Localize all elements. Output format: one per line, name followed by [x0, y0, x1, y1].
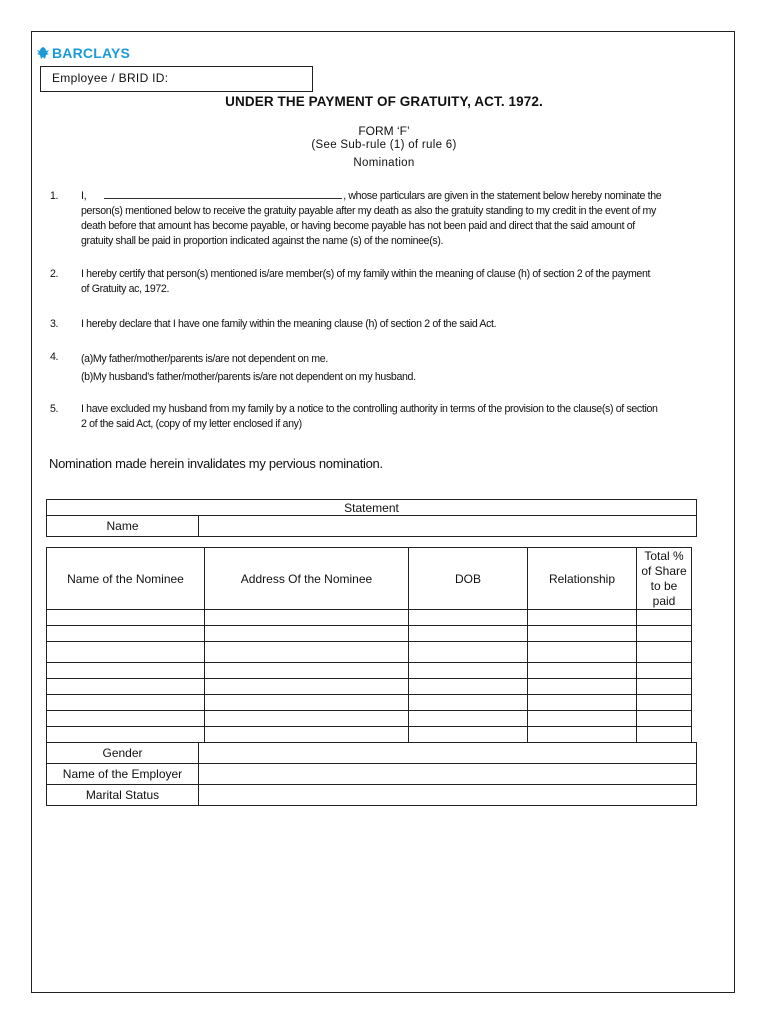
table-row: [47, 663, 692, 679]
nominee-name-cell[interactable]: [47, 663, 205, 679]
nominee-share-cell[interactable]: [637, 626, 692, 642]
clause-line: I hereby declare that I have one family within the meaning clause (h) of section 2 of the said Act.: [81, 318, 497, 330]
nominee-address-cell[interactable]: [205, 679, 409, 695]
clause-line: 2 of the said Act, (copy of my letter enclosed if any): [81, 418, 302, 430]
employer-field[interactable]: [199, 764, 697, 785]
clause-line: (b)My husband’s father/mother/parents is/are not dependent on my husband.: [81, 371, 416, 383]
marital-status-label: Marital Status: [47, 785, 199, 806]
clause-5: [50, 402, 720, 432]
nominee-dob-cell[interactable]: [409, 679, 528, 695]
brid-label: Employee / BRID ID:: [52, 71, 169, 85]
nominee-dob-cell[interactable]: [409, 695, 528, 711]
clause-line: gratuity shall be paid in proportion indicated against the name (s) of the nominee(s).: [81, 235, 444, 247]
employee-brid-field[interactable]: [40, 66, 313, 92]
nominee-dob-cell[interactable]: [409, 711, 528, 727]
nominee-relationship-cell[interactable]: [528, 711, 637, 727]
nominee-table: [46, 547, 692, 743]
invalidation-note: Nomination made herein invalidates my pervious nomination.: [49, 456, 383, 471]
clause-line: person(s) mentioned below to receive the gratuity payable after my death as also the gratuity standing to my credit in the event of my: [81, 205, 656, 217]
nominee-name-cell[interactable]: [47, 711, 205, 727]
nominee-name-cell[interactable]: [47, 626, 205, 642]
nominee-dob-cell[interactable]: [409, 663, 528, 679]
name-field[interactable]: [199, 516, 697, 537]
clause-2: [50, 267, 720, 297]
nominee-share-cell[interactable]: [637, 642, 692, 663]
nominee-relationship-cell[interactable]: [528, 642, 637, 663]
nominee-name-cell[interactable]: [47, 727, 205, 743]
eagle-icon: [36, 46, 50, 61]
nominee-address-cell[interactable]: [205, 610, 409, 626]
employer-label: Name of the Employer: [47, 764, 199, 785]
clause-number: 4.: [50, 351, 59, 363]
nominee-dob-cell[interactable]: [409, 626, 528, 642]
barclays-logo: [36, 45, 130, 61]
nominee-address-cell[interactable]: [205, 642, 409, 663]
gender-label: Gender: [47, 743, 199, 764]
table-row: [47, 695, 692, 711]
nominee-address-cell[interactable]: [205, 695, 409, 711]
clause-prefix: I,: [81, 190, 87, 202]
table-row: [47, 610, 692, 626]
table-row: [47, 642, 692, 663]
nominee-dob-cell[interactable]: [409, 642, 528, 663]
nominee-relationship-cell[interactable]: [528, 663, 637, 679]
nominee-dob-cell[interactable]: [409, 610, 528, 626]
statement-heading: Statement: [47, 500, 697, 516]
nominee-share-cell[interactable]: [637, 711, 692, 727]
nominee-share-cell[interactable]: [637, 727, 692, 743]
nominee-share-cell[interactable]: [637, 695, 692, 711]
nominee-relationship-cell[interactable]: [528, 610, 637, 626]
nominee-name-cell[interactable]: [47, 679, 205, 695]
clause-line: , whose particulars are given in the statement below hereby nominate the: [343, 190, 662, 202]
nominee-share-cell[interactable]: [637, 663, 692, 679]
nominee-name-cell[interactable]: [47, 695, 205, 711]
nominee-relationship-cell[interactable]: [528, 679, 637, 695]
clause-line: I have excluded my husband from my family by a notice to the controlling authority in terms of the provision to the clause(s) of section: [81, 403, 658, 415]
clause-line: of Gratuity ac, 1972.: [81, 283, 170, 295]
nominee-share-cell[interactable]: [637, 610, 692, 626]
gender-field[interactable]: [199, 743, 697, 764]
column-header: Address Of the Nominee: [205, 548, 409, 610]
form-label: FORM ‘F’: [358, 124, 410, 138]
column-header: Relationship: [528, 548, 637, 610]
table-row: [47, 727, 692, 743]
column-header: Name of the Nominee: [47, 548, 205, 610]
nominee-address-cell[interactable]: [205, 663, 409, 679]
nominee-address-cell[interactable]: [205, 727, 409, 743]
nominee-relationship-cell[interactable]: [528, 695, 637, 711]
nomination-heading: Nomination: [353, 157, 415, 169]
table-row: [47, 711, 692, 727]
form-title: UNDER THE PAYMENT OF GRATUITY, ACT. 1972.: [225, 94, 543, 109]
nominee-share-cell[interactable]: [637, 679, 692, 695]
clause-4: [50, 350, 720, 386]
personal-details-table: [46, 742, 697, 806]
clause-line: (a)My father/mother/parents is/are not dependent on me.: [81, 353, 328, 365]
nominee-relationship-cell[interactable]: [528, 626, 637, 642]
clause-3: [50, 317, 720, 332]
clause-line: death before that amount has become payable, or having become payable has not been paid and direct that the said amount of: [81, 220, 635, 232]
clause-1: [50, 189, 720, 249]
nominee-name-cell[interactable]: [47, 610, 205, 626]
table-row: [47, 679, 692, 695]
clause-number: 1.: [50, 190, 59, 202]
nominee-address-cell[interactable]: [205, 626, 409, 642]
column-header: Total % of Share to be paid: [637, 548, 692, 610]
clause-line: I hereby certify that person(s) mentioned is/are member(s) of my family within the meaning of clause (h) of section 2 of the payment: [81, 268, 651, 280]
nominee-name-cell[interactable]: [47, 642, 205, 663]
nominee-relationship-cell[interactable]: [528, 727, 637, 743]
logo-text: BARCLAYS: [52, 45, 131, 61]
clause-number: 2.: [50, 268, 59, 280]
nominator-name-blank[interactable]: [104, 189, 342, 199]
clause-number: 5.: [50, 403, 59, 415]
marital-status-field[interactable]: [199, 785, 697, 806]
name-label: Name: [47, 516, 199, 537]
nominee-dob-cell[interactable]: [409, 727, 528, 743]
statement-table: [46, 499, 697, 537]
subrule: (See Sub-rule (1) of rule 6): [311, 139, 457, 151]
nominee-address-cell[interactable]: [205, 711, 409, 727]
clause-number: 3.: [50, 318, 59, 330]
table-row: [47, 626, 692, 642]
column-header: DOB: [409, 548, 528, 610]
